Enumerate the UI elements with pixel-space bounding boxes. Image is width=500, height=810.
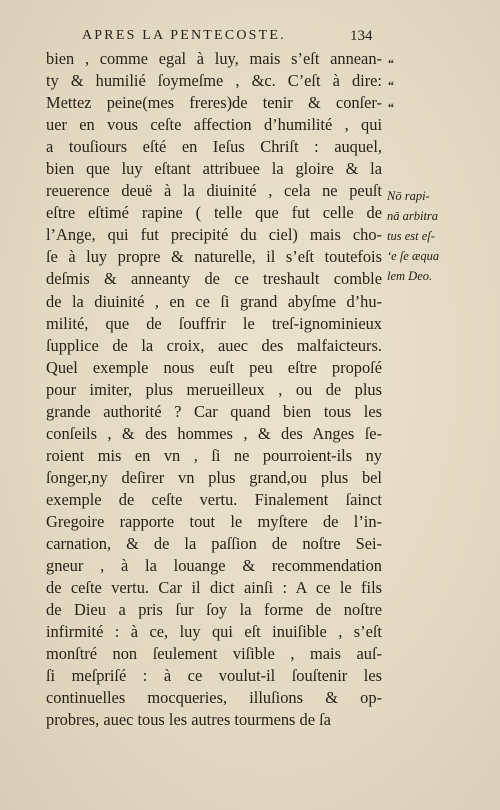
text-line: gneur , à la louange & recommendation [46, 556, 382, 576]
text-line: ſupplice de la croix, auec des malfaicteurs. [46, 335, 382, 355]
text-line: pour imiter, plus merueilleux , ou de plus [46, 379, 382, 399]
text-line: reuerence deuë à la diuinité , cela ne peuſt [46, 181, 382, 201]
text-line: Gregoire rapporte tout le myſtere de l’in- [46, 511, 382, 531]
marginal-note-line: Nō rapi- [387, 189, 430, 203]
text-line: a touſiours eſté en Ieſus Chriſt : auquel, [46, 137, 382, 157]
page-number: 134 [350, 28, 373, 44]
text-line: conſeils , & des hommes , & des Anges ſe- [46, 423, 382, 443]
text-line: monſtré non ſeulement viſible , mais auſ- [46, 644, 382, 664]
text-line: carnation, & de la paſſion de noſtre Sei- [46, 534, 382, 554]
marginal-note-line: tus est eſ- [387, 229, 435, 243]
text-line: bien , comme egal à luy, mais s’eſt annean- [46, 49, 382, 68]
text-line: ty & humilié ſoymeſme , &c. C’eſt à dire: [46, 71, 382, 91]
text-line: roient mis en vn , ſi ne pourroient-ils ny [46, 445, 382, 465]
text-line: de ceſte vertu. Car il dict ainſi : A ce le fils [46, 578, 382, 598]
text-line: de la diuinité , en ce ſi grand abyſme d’hu- [46, 291, 382, 311]
text-line: probres, auec tous les autres tourmens de ſa [46, 710, 331, 730]
text-line: deſmis & anneanty de ce treshault comble [46, 269, 382, 289]
marginal-note-line: ʻe ſe æqua [387, 249, 440, 263]
text-line: milité, que de ſouffrir le treſ-ignominieux [46, 313, 382, 333]
text-line: grande authorité ? Car quand bien tous les [46, 401, 382, 421]
marginal-note-line: nā arbitra [387, 209, 439, 223]
quote-mark: “ [388, 56, 394, 70]
marginal-note [387, 186, 457, 286]
running-head: APRES LA PENTECOSTE. [82, 28, 286, 43]
text-line: ſe à luy propre & naturelle, il s’eſt toutefois [46, 247, 382, 267]
text-line: eſtre eſtimé rapine ( telle que fut celle de [46, 203, 382, 223]
text-line: uer en vous ceſte affection d’humilité , qui [46, 115, 382, 135]
text-line: exemple de ceſte vertu. Finalement ſainct [46, 489, 382, 509]
text-line: ſonger,ny deſirer vn plus grand,ou plus bel [46, 467, 382, 487]
text-line: Quel exemple nous euſt peu eſtre propoſé [46, 357, 382, 377]
text-line: l’Ange, qui fut precipité du ciel) mais cho- [46, 225, 382, 245]
marginal-note-line: lem Deo. [387, 269, 433, 283]
text-line: infirmité : à ce, luy qui eſt inuiſible , s’eſt [46, 622, 382, 642]
quote-mark: “ [388, 100, 394, 114]
quote-mark: “ [388, 78, 394, 92]
text-line: de Dieu a pris ſur ſoy la forme de noſtre [46, 600, 382, 620]
text-line: ſi meſpriſé : à ce voulut-il ſouſtenir les [46, 666, 382, 686]
main-text-block [46, 48, 382, 731]
text-line: bien que luy eſtant attribuee la gloire & la [46, 159, 382, 179]
quotation-marks-margin [388, 52, 408, 118]
text-line: Mettez peine(mes freres)de tenir & conſer- [46, 93, 382, 113]
text-line: continuelles mocqueries, illuſions & op- [46, 688, 382, 708]
page-header [82, 28, 382, 48]
